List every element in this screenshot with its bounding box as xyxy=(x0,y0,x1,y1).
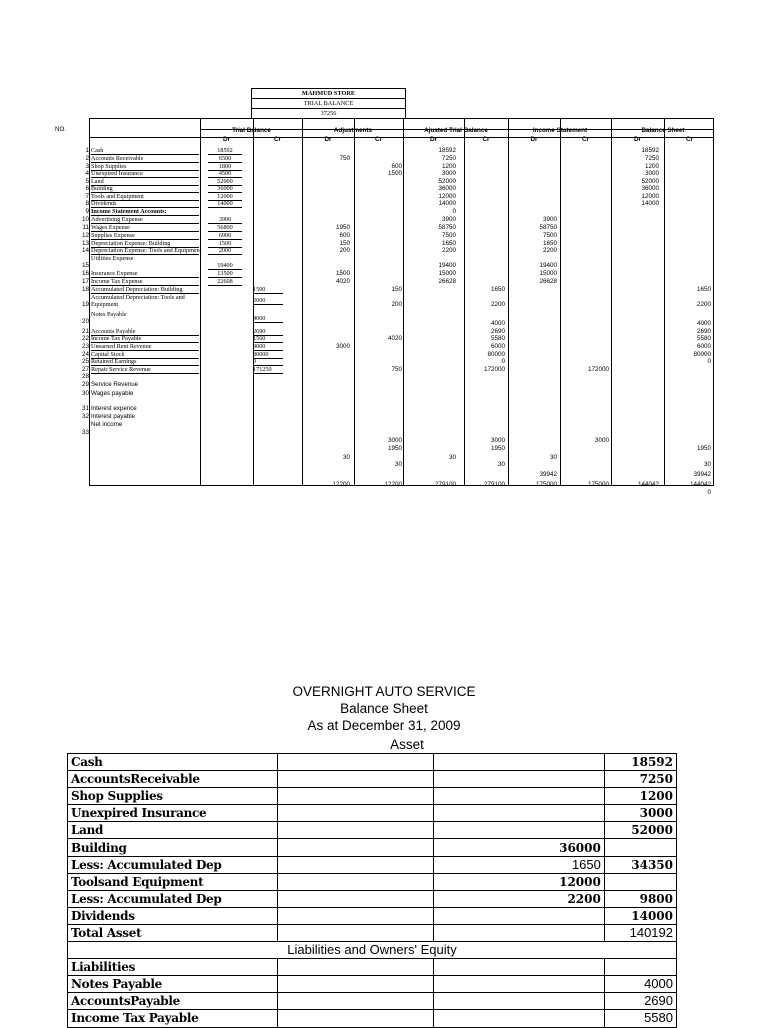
value-adj-dr: 1500 xyxy=(335,270,350,277)
account-name: Retained Earnings xyxy=(91,358,199,366)
row-number: 17 xyxy=(81,278,89,285)
account-name: Notes Payable xyxy=(91,311,127,318)
bs-empty-cell xyxy=(277,890,433,907)
bs-empty-cell xyxy=(277,771,433,788)
account-name: Accumulated Depreciation: Building xyxy=(91,286,199,294)
bs-date: As at December 31, 2009 xyxy=(307,718,461,733)
row-number: 9 xyxy=(85,208,89,215)
bs-title: Balance Sheet xyxy=(340,701,428,716)
group-header-trial-balance: Trial Balance xyxy=(232,127,271,134)
account-name: Tools and Equipment xyxy=(91,193,199,201)
bs-amount: 34350 xyxy=(604,856,676,873)
worksheet-store-name: MAHMUD STORE xyxy=(301,90,356,97)
trial-balance-cr: 2000 xyxy=(253,297,283,305)
row-number: 4 xyxy=(85,170,89,177)
value-bs-dr: 1200 xyxy=(644,163,659,170)
value-adj-dr: 750 xyxy=(339,155,350,162)
account-name: Income Statement Accounts: xyxy=(91,208,199,216)
trial-balance-dr: 4500 xyxy=(208,170,242,178)
value-is-dr: 58750 xyxy=(539,224,557,231)
value-atb-dr: 2200 xyxy=(441,247,456,254)
no-column-label: NO. xyxy=(55,126,67,133)
bs-label: Less: Accumulated Dep xyxy=(68,856,278,873)
bs-subtotal: 36000 xyxy=(433,839,604,856)
account-name: Land xyxy=(91,178,199,186)
bs-subtotal: 1650 xyxy=(433,856,604,873)
bs-amount: 2690 xyxy=(604,993,676,1010)
value-bs-cr: 1650 xyxy=(696,286,711,293)
bs-subtotal xyxy=(433,924,604,941)
trial-balance-dr: 1500 xyxy=(208,240,242,248)
bs-row xyxy=(68,959,677,976)
value-adj-cr: 1500 xyxy=(387,170,402,177)
bs-amount: 9800 xyxy=(604,890,676,907)
value-atb-cr: 6000 xyxy=(490,343,505,350)
bs-amount xyxy=(604,959,676,976)
value-is-dr: 39942 xyxy=(539,471,557,478)
row-number: 27 xyxy=(81,366,89,373)
bs-subtotal xyxy=(433,805,604,822)
value-bs-cr: 1950 xyxy=(696,445,711,452)
trial-balance-dr: 36000 xyxy=(208,185,242,193)
bs-amount: 5580 xyxy=(604,1010,676,1027)
bs-row xyxy=(68,993,677,1010)
bs-empty-cell xyxy=(277,924,433,941)
value-adj-cr: 200 xyxy=(391,301,402,308)
value-adj-cr: 150 xyxy=(391,286,402,293)
subheader-dr: Dr xyxy=(223,136,230,143)
subheader-dr: Dr xyxy=(430,136,437,143)
value-is-dr: 26628 xyxy=(539,278,557,285)
bs-row xyxy=(68,1010,677,1027)
row-number: 29 xyxy=(81,381,89,388)
bs-subtotal xyxy=(433,959,604,976)
row-number: 20 xyxy=(81,318,89,325)
value-is-dr: 175000 xyxy=(535,481,557,488)
row-number: 32 xyxy=(81,413,89,420)
row-number: 19 xyxy=(81,301,89,308)
bs-amount: 18592 xyxy=(604,754,676,771)
bs-amount: 3000 xyxy=(604,805,676,822)
value-atb-cr: 172000 xyxy=(483,366,505,373)
value-atb-dr: 0 xyxy=(452,208,456,215)
trial-balance-dr: 22608 xyxy=(208,278,242,286)
trial-balance-cr: 80000 xyxy=(253,351,283,359)
bs-subtotal xyxy=(433,788,604,805)
bs-label: Shop Supplies xyxy=(68,788,278,805)
account-name: Income Tax Payable xyxy=(91,335,199,343)
bs-label: Building xyxy=(68,839,278,856)
account-name: Utilities Expense xyxy=(91,255,134,262)
value-atb-dr: 1650 xyxy=(441,240,456,247)
value-is-dr: 3900 xyxy=(542,216,557,223)
subheader-cr: Cr xyxy=(274,136,281,143)
account-name: Dividends xyxy=(91,200,199,208)
value-atb-dr: 7250 xyxy=(441,155,456,162)
bs-amount: 140192 xyxy=(604,924,676,941)
row-number: 18 xyxy=(81,286,89,293)
trial-balance-dr: 3900 xyxy=(208,216,242,224)
bs-label: AccountsReceivable xyxy=(68,771,278,788)
value-is-dr: 2200 xyxy=(542,247,557,254)
trial-balance-cr: 4000 xyxy=(253,315,283,323)
bs-empty-cell xyxy=(277,976,433,993)
trial-balance-cr: 1500 xyxy=(253,286,283,294)
value-adj-dr: 12200 xyxy=(332,481,350,488)
value-bs-dr: 14000 xyxy=(641,200,659,207)
value-is-dr: 30 xyxy=(549,454,557,461)
bs-amount xyxy=(604,873,676,890)
bs-subtotal xyxy=(433,993,604,1010)
account-name: Repair Service Revenue xyxy=(91,366,199,374)
account-name: Accounts Receivable xyxy=(91,155,199,163)
bs-amount: 52000 xyxy=(604,822,676,839)
value-atb-cr: 2690 xyxy=(490,328,505,335)
value-atb-cr: 30 xyxy=(497,461,505,468)
bs-company: OVERNIGHT AUTO SERVICE xyxy=(292,684,476,699)
group-header-adjusted-trial-balance: Ajusted Trial Balance xyxy=(424,127,488,134)
row-number: 6 xyxy=(85,185,89,192)
value-atb-dr: 19400 xyxy=(438,262,456,269)
account-name: Income Tax Expense xyxy=(91,278,199,286)
value-atb-dr: 52000 xyxy=(438,178,456,185)
group-header-adjustments: Adjustments xyxy=(333,127,373,134)
bs-asset-heading: Asset xyxy=(390,737,424,752)
trial-balance-cr: 9000 xyxy=(253,343,283,351)
bs-amount: 7250 xyxy=(604,771,676,788)
row-number: 2 xyxy=(85,155,89,162)
value-is-dr: 15000 xyxy=(539,270,557,277)
value-bs-dr: 36000 xyxy=(641,185,659,192)
bs-label: Income Tax Payable xyxy=(68,1010,278,1027)
row-number: 30 xyxy=(81,390,89,397)
trial-balance-dr: 12000 xyxy=(208,193,242,201)
row-number: 14 xyxy=(81,247,89,254)
value-is-dr: 1650 xyxy=(542,240,557,247)
value-atb-dr: 36000 xyxy=(438,185,456,192)
account-name: Wages payable xyxy=(91,390,134,397)
value-adj-cr: 1950 xyxy=(387,445,402,452)
value-is-dr: 7500 xyxy=(542,232,557,239)
row-number: 21 xyxy=(81,328,89,335)
value-adj-dr: 30 xyxy=(342,454,350,461)
bs-amount: 4000 xyxy=(604,976,676,993)
value-adj-dr: 200 xyxy=(339,247,350,254)
value-bs-cr: 80000 xyxy=(693,351,711,358)
value-is-cr: 3000 xyxy=(594,437,609,444)
value-atb-cr: 4000 xyxy=(490,320,505,327)
subheader-dr: Dr xyxy=(530,136,538,143)
value-bs-dr: 52000 xyxy=(641,178,659,185)
value-bs-cr: 39942 xyxy=(693,471,711,478)
bs-row xyxy=(68,788,677,805)
bs-empty-cell xyxy=(277,993,433,1010)
row-number: 24 xyxy=(81,351,89,358)
account-name: Accumulated Depreciation: Tools and Equipment xyxy=(91,294,185,308)
value-adj-dr: 600 xyxy=(339,232,350,239)
value-bs-cr: 0 xyxy=(707,358,711,365)
value-atb-cr: 1950 xyxy=(490,445,505,452)
value-atb-dr: 1200 xyxy=(441,163,456,170)
bs-row xyxy=(68,822,677,839)
value-atb-cr: 2200 xyxy=(490,301,505,308)
value-atb-cr: 3000 xyxy=(490,437,505,444)
value-atb-dr: 7500 xyxy=(441,232,456,239)
value-adj-cr: 3000 xyxy=(387,437,402,444)
bs-row xyxy=(68,754,677,771)
bs-label: Unexpired Insurance xyxy=(68,805,278,822)
bs-subtotal xyxy=(433,822,604,839)
trial-balance-dr: 1800 xyxy=(208,163,242,171)
value-atb-dr: 12000 xyxy=(438,193,456,200)
subheader-cr: Cr xyxy=(375,136,382,143)
value-atb-cr: 80000 xyxy=(487,351,505,358)
value-atb-dr: 15000 xyxy=(438,270,456,277)
account-name: Net income xyxy=(91,421,123,428)
trial-balance-worksheet xyxy=(0,0,768,500)
trial-balance-dr: 56800 xyxy=(208,224,242,232)
bs-row xyxy=(68,839,677,856)
account-name: Cash xyxy=(91,147,199,155)
row-number: 12 xyxy=(81,232,89,239)
group-header-balance-sheet: Balance Sheet xyxy=(641,127,685,134)
bs-row xyxy=(68,856,677,873)
bs-label: AccountsPayable xyxy=(68,993,278,1010)
value-bs-cr: 30 xyxy=(703,461,711,468)
trial-balance-dr: 52000 xyxy=(208,178,242,186)
value-atb-dr: 18592 xyxy=(438,147,456,154)
subheader-dr: Dr xyxy=(324,136,332,143)
bs-label: Land xyxy=(68,822,278,839)
value-bs-dr: 144042 xyxy=(637,481,659,488)
value-bs-dr: 18592 xyxy=(641,147,659,154)
bs-row xyxy=(68,805,677,822)
value-bs-cr: 6000 xyxy=(696,343,711,350)
value-bs-cr: 144042 xyxy=(689,481,711,488)
bs-empty-cell xyxy=(277,856,433,873)
bs-row xyxy=(68,907,677,924)
value-atb-cr: 5580 xyxy=(490,335,505,342)
account-name: Supplies Expense xyxy=(91,232,199,240)
bs-row xyxy=(68,924,677,941)
bs-label: Notes Payable xyxy=(68,976,278,993)
value-atb-dr: 3000 xyxy=(441,170,456,177)
bs-row xyxy=(68,771,677,788)
row-number: 23 xyxy=(81,343,89,350)
value-adj-dr: 150 xyxy=(339,240,350,247)
bs-amount: 1200 xyxy=(604,788,676,805)
account-name: Depreciation Expense: Building xyxy=(91,240,199,248)
value-is-cr: 172000 xyxy=(587,366,609,373)
value-bs-cr: 5580 xyxy=(696,335,711,342)
account-name: Interest payable xyxy=(91,413,136,420)
account-name: Service Revenue xyxy=(91,381,139,388)
account-name: Unearned Rent Revenue xyxy=(91,343,199,351)
row-number: 16 xyxy=(81,270,89,277)
trial-balance-dr: 18592 xyxy=(208,147,242,155)
group-header-income-statement: Income Statement xyxy=(532,127,588,134)
bs-row xyxy=(68,890,677,907)
bs-subtotal xyxy=(433,1010,604,1027)
row-number: 15 xyxy=(81,262,89,269)
bs-label: Cash xyxy=(68,754,278,771)
trial-balance-cr: 0 xyxy=(253,358,283,366)
trial-balance-dr: 6500 xyxy=(208,155,242,163)
value-bs-cr: 2690 xyxy=(696,328,711,335)
bs-empty-cell xyxy=(277,907,433,924)
bs-subtotal: 12000 xyxy=(433,873,604,890)
bs-empty-cell xyxy=(277,839,433,856)
trial-balance-cr: 1560 xyxy=(253,335,283,343)
subheader-cr: Cr xyxy=(482,136,490,143)
value-atb-cr: 0 xyxy=(501,358,505,365)
bs-label: Toolsand Equipment xyxy=(68,873,278,890)
value-atb-dr: 279100 xyxy=(434,481,456,488)
row-number: 8 xyxy=(85,200,89,207)
row-number: 7 xyxy=(85,193,89,200)
account-name: Capital Stock xyxy=(91,351,199,359)
value-atb-dr: 58750 xyxy=(438,224,456,231)
value-adj-cr: 600 xyxy=(391,163,402,170)
row-number: 25 xyxy=(81,358,89,365)
account-name: Shop Supplies xyxy=(91,163,199,171)
bs-subtotal xyxy=(433,907,604,924)
value-adj-cr: 4020 xyxy=(387,335,402,342)
row-number: 33 xyxy=(81,429,89,436)
trial-balance-dr: 6900 xyxy=(208,232,242,240)
bs-empty-cell xyxy=(277,754,433,771)
account-name: Depreciation Expense: Tools and Equipment xyxy=(91,247,202,254)
trial-balance-dr: 2000 xyxy=(208,247,242,255)
bs-section-row xyxy=(68,942,677,959)
value-atb-dr: 14000 xyxy=(438,200,456,207)
trial-balance-cr: 2690 xyxy=(253,328,283,336)
bs-row xyxy=(68,976,677,993)
subheader-cr: Cr xyxy=(582,136,589,143)
account-name: Accounts Payable xyxy=(91,328,199,336)
value-adj-cr: 750 xyxy=(391,366,402,373)
value-bs-dr: 12000 xyxy=(641,193,659,200)
bs-label: Liabilities xyxy=(68,959,278,976)
account-name: Insurance Expense xyxy=(91,270,199,278)
bs-amount: 14000 xyxy=(604,907,676,924)
account-name: Interest expence xyxy=(91,405,137,412)
value-bs-dr: 3000 xyxy=(644,170,659,177)
value-atb-dr: 26628 xyxy=(438,278,456,285)
subheader-cr: Cr xyxy=(686,136,693,143)
value-is-cr: 175000 xyxy=(587,481,609,488)
bs-empty-cell xyxy=(277,1010,433,1027)
balance-check-zero: 0 xyxy=(707,489,711,496)
bs-empty-cell xyxy=(277,873,433,890)
row-number: 5 xyxy=(85,178,89,185)
trial-balance-cr: 171250 xyxy=(253,366,283,374)
value-atb-cr: 1650 xyxy=(490,286,505,293)
trial-balance-dr: 19400 xyxy=(208,262,242,270)
bs-empty-cell xyxy=(277,822,433,839)
worksheet-title-box xyxy=(251,88,406,119)
subheader-dr: Dr xyxy=(634,136,641,143)
row-number: 3 xyxy=(85,163,89,170)
row-number: 1 xyxy=(85,147,89,154)
value-is-dr: 19400 xyxy=(539,262,557,269)
value-bs-cr: 4000 xyxy=(696,320,711,327)
value-atb-dr: 30 xyxy=(448,454,456,461)
account-name: Advertising Expense xyxy=(91,216,199,224)
bs-label: Less: Accumulated Dep xyxy=(68,890,278,907)
value-adj-cr: 12200 xyxy=(384,481,402,488)
bs-subtotal xyxy=(433,976,604,993)
row-number: 22 xyxy=(81,335,89,342)
bs-row xyxy=(68,873,677,890)
value-atb-dr: 3900 xyxy=(441,216,456,223)
bs-subtotal: 2200 xyxy=(433,890,604,907)
row-number: 11 xyxy=(82,224,89,231)
value-bs-dr: 7250 xyxy=(644,155,659,162)
trial-balance-dr: 14000 xyxy=(208,200,242,208)
value-adj-dr: 3000 xyxy=(335,343,350,350)
worksheet-date: 37256 xyxy=(252,108,405,118)
value-adj-dr: 1950 xyxy=(335,224,350,231)
bs-label: Dividends xyxy=(68,907,278,924)
row-number: 28 xyxy=(81,373,89,380)
account-name: Building xyxy=(91,185,199,193)
row-number: 10 xyxy=(81,216,89,223)
value-atb-cr: 279100 xyxy=(483,481,505,488)
bs-amount xyxy=(604,839,676,856)
row-number: 13 xyxy=(81,240,89,247)
bs-subtotal xyxy=(433,771,604,788)
value-adj-dr: 4020 xyxy=(335,278,350,285)
value-bs-cr: 2200 xyxy=(696,301,711,308)
value-adj-cr: 30 xyxy=(394,461,402,468)
balance-sheet-table xyxy=(67,753,677,1028)
row-number: 31 xyxy=(81,405,89,412)
bs-empty-cell xyxy=(277,788,433,805)
bs-subtotal xyxy=(433,754,604,771)
trial-balance-dr: 13500 xyxy=(208,270,242,278)
account-name: Unexpired Insurance xyxy=(91,170,199,178)
bs-liab-heading: Liabilities and Owners' Equity xyxy=(68,942,677,959)
bs-label: Total Asset xyxy=(68,924,278,941)
bs-empty-cell xyxy=(277,959,433,976)
bs-empty-cell xyxy=(277,805,433,822)
account-name: Wages Expense xyxy=(91,224,199,232)
worksheet-subtitle: TRIAL BALANCE xyxy=(252,98,405,108)
